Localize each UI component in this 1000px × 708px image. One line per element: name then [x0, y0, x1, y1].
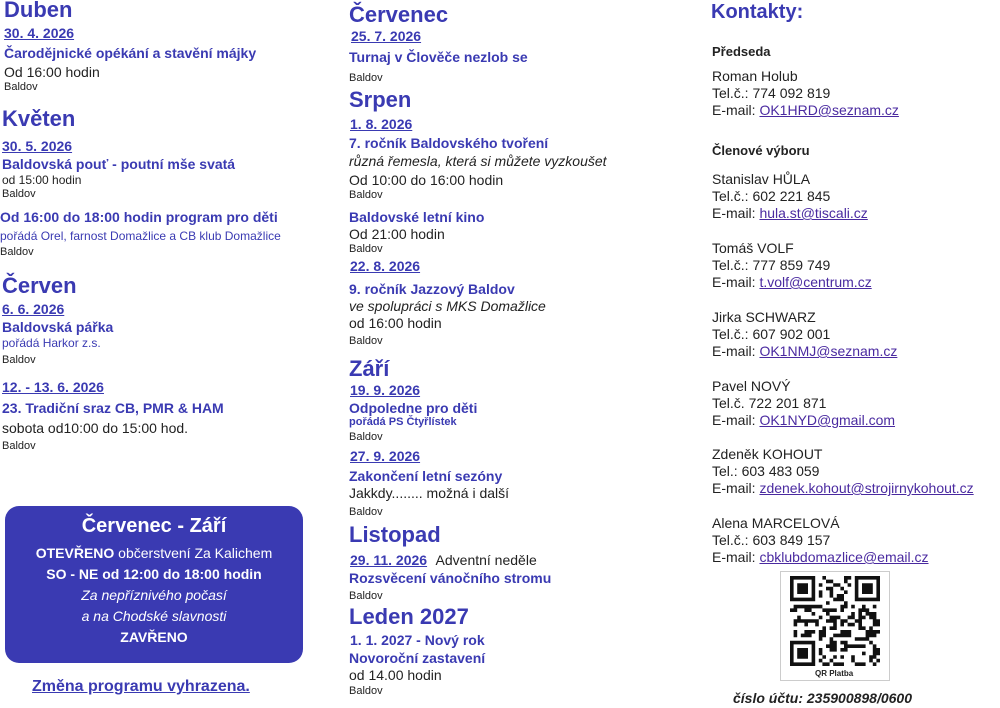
contact-email-line: E-mail: t.volf@centrum.cz [712, 274, 872, 290]
contact-email-link[interactable]: cbklubdomazlice@email.cz [759, 549, 929, 565]
month-heading-cerven: Červen [2, 273, 77, 298]
event-date-row [350, 552, 537, 570]
bank-account: číslo účtu: 235900898/0600 [733, 690, 913, 706]
qr-code-icon [790, 576, 880, 666]
event-place: Baldov [349, 189, 383, 201]
event-title: 23. Tradiční sraz CB, PMR & HAM [2, 400, 224, 416]
month-heading-kveten: Květen [2, 106, 76, 131]
event-time: od 15:00 hodin [2, 173, 82, 187]
info-box-weather-note: Za nepříznivého počasí [81, 587, 227, 603]
contact-email-link[interactable]: OK1HRD@seznam.cz [759, 102, 899, 118]
event-time: od 14.00 hodin [349, 667, 442, 683]
contact-phone-line: Tel.č.: 607 902 001 [712, 326, 831, 342]
open-text: občerstvení Za Kalichem [114, 545, 273, 561]
event-title: 7. ročník Baldovského tvoření [349, 135, 549, 151]
event-date: 30. 4. 2026 [4, 25, 75, 41]
contact-phone: 774 092 819 [752, 85, 831, 101]
event-place: Baldov [2, 440, 36, 452]
contact-email-link[interactable]: hula.st@tiscali.cz [759, 205, 868, 221]
event-place: Baldov [349, 590, 383, 602]
event-date: 6. 6. 2026 [2, 301, 65, 317]
qr-label: QR Platba [815, 669, 854, 678]
program-change-note: Změna programu vyhrazena. [32, 678, 250, 695]
contact-email-line: E-mail: cbklubdomazlice@email.cz [712, 549, 929, 565]
contact-member [712, 171, 868, 222]
contact-name: Alena MARCELOVÁ [712, 515, 840, 531]
month-heading-zari: Září [349, 356, 390, 381]
chair-label: Předseda [712, 44, 771, 59]
contact-name: Stanislav HŮLA [712, 171, 811, 187]
contact-email-link[interactable]: t.volf@centrum.cz [759, 274, 872, 290]
month-heading-duben: Duben [4, 0, 73, 22]
event-date: 12. - 13. 6. 2026 [2, 379, 104, 395]
event-place: Baldov [349, 506, 383, 518]
event-place: Baldov [349, 431, 383, 443]
event-title: 9. ročník Jazzový Baldov [349, 281, 515, 297]
contact-phone: 607 902 001 [752, 326, 831, 342]
event-place: Baldov [349, 72, 383, 84]
event-place: Baldov [4, 81, 38, 93]
contact-phone-line: Tel.č.: 602 221 845 [712, 188, 831, 204]
month-heading-srpen: Srpen [349, 87, 412, 112]
event-date-note: Adventní neděle [435, 552, 537, 568]
contact-email-line: E-mail: OK1NMJ@seznam.cz [712, 343, 898, 359]
contact-email-line: E-mail: OK1HRD@seznam.cz [712, 102, 899, 118]
contact-phone-line: Tel.č.: 774 092 819 [712, 85, 831, 101]
contact-name: Tomáš VOLF [712, 240, 794, 256]
contact-member [712, 446, 974, 497]
event-title: Od 16:00 do 18:00 hodin program pro děti [0, 209, 278, 225]
contact-email-line: E-mail: OK1NYD@gmail.com [712, 412, 896, 428]
event-organizer: pořádá Harkor z.s. [2, 336, 101, 350]
event-date: 25. 7. 2026 [351, 28, 422, 44]
event-place: Baldov [349, 685, 383, 697]
event-title: Baldovské letní kino [349, 209, 485, 225]
event-time: Od 21:00 hodin [349, 226, 445, 242]
contact-email-link[interactable]: OK1NYD@gmail.com [759, 412, 896, 428]
event-date: 27. 9. 2026 [350, 448, 421, 464]
contact-email-line: E-mail: hula.st@tiscali.cz [712, 205, 868, 221]
event-organizer: pořádá PS Čtyřlístek [349, 416, 457, 428]
event-organizer: pořádá Orel, farnost Domažlice a CB klub Domažlice [0, 229, 281, 243]
contact-phone: 722 201 871 [748, 395, 827, 411]
contact-email-link[interactable]: OK1NMJ@seznam.cz [759, 343, 898, 359]
event-time: od 16:00 hodin [349, 315, 442, 331]
info-box-festival-note: a na Chodské slavnosti [81, 608, 227, 624]
event-date: 30. 5. 2026 [2, 138, 73, 154]
info-box-closed: ZAVŘENO [120, 629, 188, 645]
contacts-heading: Kontakty: [711, 1, 804, 23]
contact-phone-line: Tel.č. 722 201 871 [712, 395, 827, 411]
contact-phone-line: Tel.: 603 483 059 [712, 463, 820, 479]
contact-member [712, 240, 872, 291]
event-title: Baldovská pářka [2, 319, 114, 335]
event-description: ve spolupráci s MKS Domažlice [349, 298, 546, 314]
contact-name: Jirka SCHWARZ [712, 309, 816, 325]
event-place: Baldov [349, 243, 383, 255]
event-title: Rozsvěcení vánočního stromu [349, 570, 552, 586]
contact-phone: 603 483 059 [741, 463, 820, 479]
event-title: Novoroční zastavení [349, 650, 486, 666]
contact-member [712, 378, 895, 429]
event-date: 1. 8. 2026 [350, 116, 413, 132]
contact-name: Zdeněk KOHOUT [712, 446, 823, 462]
contact-phone: 603 849 157 [752, 532, 831, 548]
contact-name: Roman Holub [712, 68, 798, 84]
contact-email-link[interactable]: zdenek.kohout@strojirnykohout.cz [759, 480, 974, 496]
event-title: Zakončení letní sezóny [349, 468, 503, 484]
month-heading-leden: Leden 2027 [349, 604, 469, 629]
event-title: Odpoledne pro děti [349, 400, 478, 416]
event-date: 29. 11. 2026 [350, 552, 428, 568]
event-place: Baldov [0, 246, 34, 258]
open-label: OTEVŘENO [35, 545, 115, 561]
contact-email-line: E-mail: zdenek.kohout@strojirnykohout.cz [712, 480, 974, 496]
event-time: sobota od10:00 do 15:00 hod. [2, 420, 189, 436]
summer-info-box [5, 506, 303, 663]
contact-name: Pavel NOVÝ [712, 378, 791, 394]
event-place: Baldov [2, 188, 36, 200]
contact-member [712, 309, 897, 360]
info-box-hours: SO - NE od 12:00 do 18:00 hodin [46, 566, 262, 582]
contact-phone: 777 859 749 [752, 257, 831, 273]
event-title: Čarodějnické opékání a stavění májky [4, 45, 257, 61]
info-box-open-line [5, 545, 303, 561]
board-label: Členové výboru [712, 143, 810, 158]
event-description: různá řemesla, která si můžete vyzkoušet [349, 153, 607, 169]
qr-payment-box [780, 571, 890, 681]
contact-phone-line: Tel.č.: 777 859 749 [712, 257, 831, 273]
contact-chair [712, 68, 899, 119]
contact-member [712, 515, 929, 566]
event-date: 22. 8. 2026 [350, 258, 421, 274]
event-time: Od 16:00 hodin [4, 64, 100, 80]
event-time: Jakkdy........ možná i další [349, 485, 510, 501]
event-place: Baldov [2, 354, 36, 366]
event-date: 1. 1. 2027 - Nový rok [350, 632, 485, 648]
month-heading-cervenec: Červenec [349, 2, 449, 27]
event-title: Turnaj v Člověče nezlob se [349, 49, 528, 65]
info-box-heading: Červenec - Září [81, 515, 227, 537]
contact-phone: 602 221 845 [752, 188, 831, 204]
event-place: Baldov [349, 335, 383, 347]
contact-phone-line: Tel.č.: 603 849 157 [712, 532, 831, 548]
event-time: Od 10:00 do 16:00 hodin [349, 172, 504, 188]
event-date: 19. 9. 2026 [350, 382, 421, 398]
month-heading-listopad: Listopad [349, 522, 441, 547]
event-title: Baldovská pouť - poutní mše svatá [2, 156, 236, 172]
